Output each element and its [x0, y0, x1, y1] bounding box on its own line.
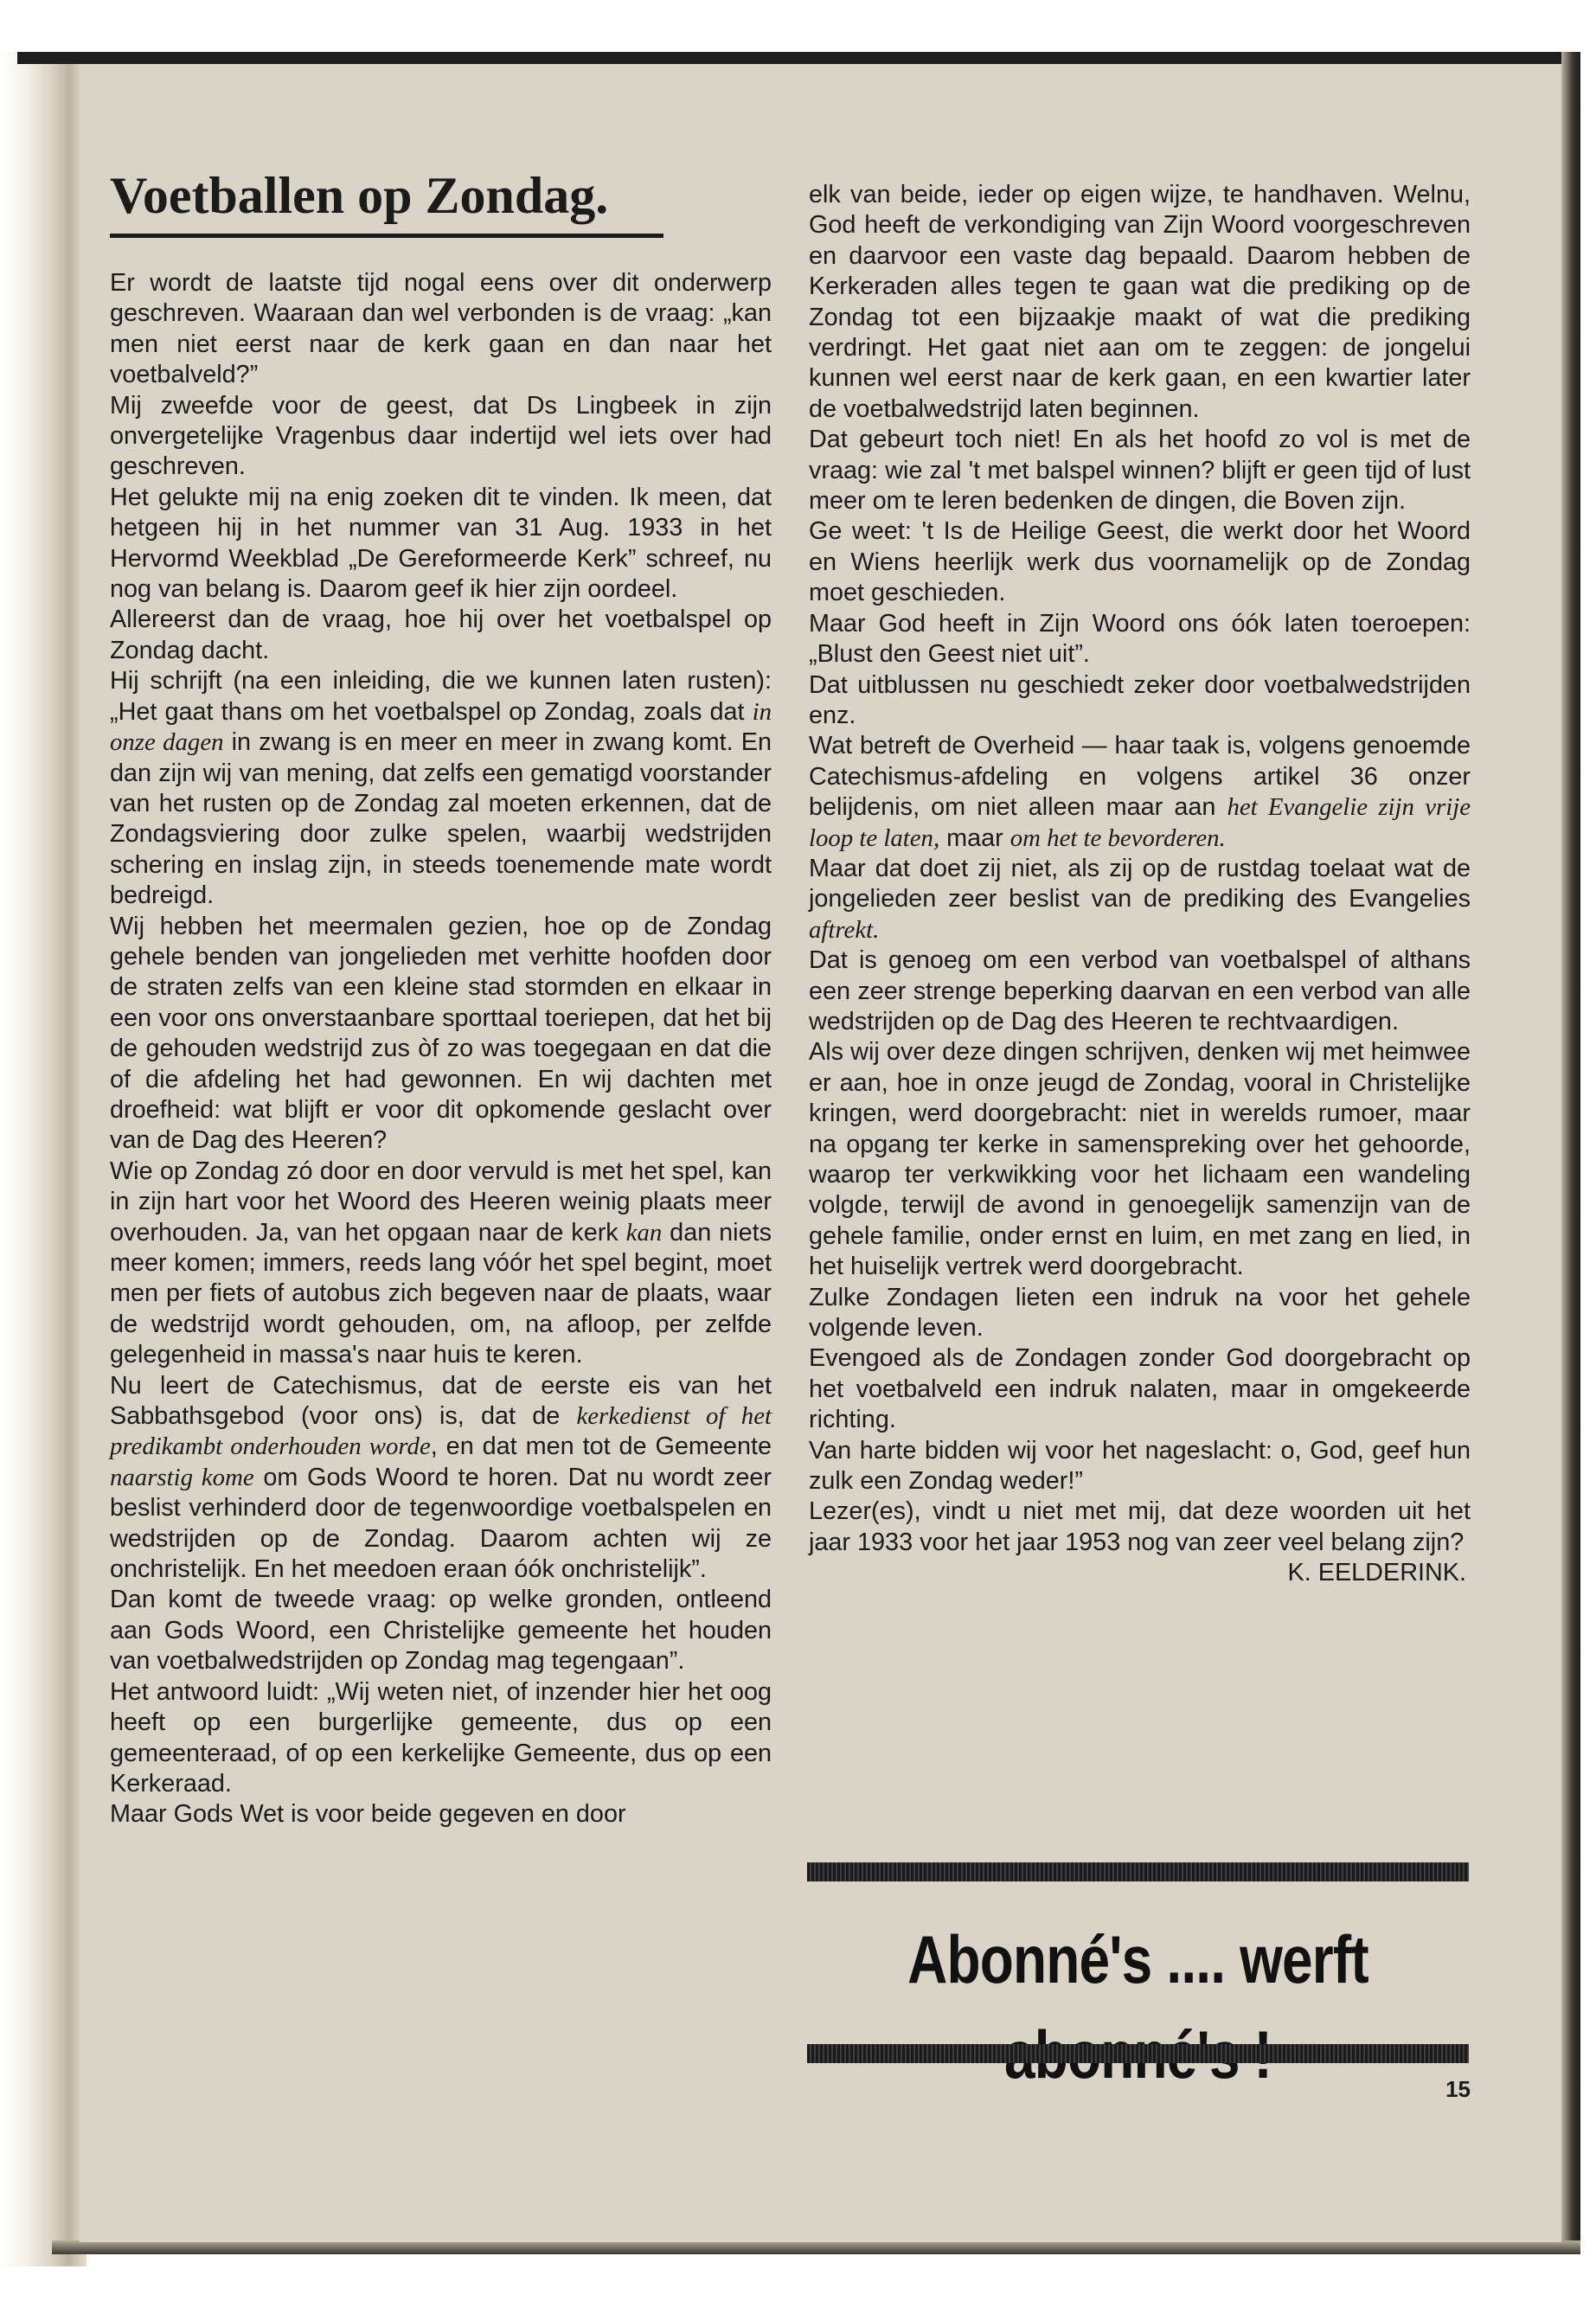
text-run: Wat betreft de Overheid — haar taak is, volgens genoemde Catechismus-afdeling en volgens artikel 36 onzer belijdenis, om niet alleen maar aan	[809, 732, 1471, 822]
paragraph: Maar God heeft in Zijn Woord ons óók laten toeroepen: „Blust den Geest niet uit”.	[809, 609, 1471, 669]
title-underline	[110, 234, 663, 238]
paragraph: Allereerst dan de vraag, hoe hij over het voetbalspel op Zondag dacht.	[110, 606, 772, 664]
text-run: in zwang is en meer en meer in zwang komt. En dan zijn wij van mening, dat zelfs een gematigd voorstander van het rusten op de Zondag zal moeten erkennen, dat de Zondagsviering door zulke spelen, waarbij wedstrijden schering en inslag zijn, in steeds toenemende mate wordt bedreigd.	[110, 728, 772, 910]
paragraph: Dat uitblussen nu geschiedt zeker door voetbalwedstrijden enz.	[809, 670, 1471, 729]
author-signature: K. EELDERINK.	[1287, 1559, 1466, 1587]
right-column	[809, 180, 1471, 1589]
paragraph: Er wordt de laatste tijd nogal eens over dit onderwerp geschreven. Waaraan dan wel verbonden is de vraag: „kan men niet eerst naar de kerk gaan en dan naar het voetbalveld?”	[110, 269, 772, 389]
paragraph: Als wij over deze dingen schrijven, denken wij met heimwee er aan, hoe in onze jeugd de Zondag, vooral in Christelijke kringen, werd doorgebracht: niet in werelds rumoer, maar na opgang ter kerke in samenspreking over het gehoorde, waarop ter verkwikking voor het lichaam een wandeling volgde, terwijl de avond in genoegelijk samenzijn van de gehele familie, onder ernst en luim, en met zang en lied, in het huiselijk vertrek werd doorgebracht.	[809, 1038, 1471, 1281]
subscription-slogan: Abonné's .... werft	[907, 1921, 1368, 1997]
left-column	[110, 268, 772, 1830]
paragraph	[110, 666, 772, 911]
paragraph: elk van beide, ieder op eigen wijze, te handhaven. Welnu, God heeft de verkondiging van Zijn Woord voorgeschreven en daarvoor een vaste dag bepaald. Daarom hebben de Kerkeraden alles tegen te gaan wat die prediking op de Zondag tot een bijzaakje maakt of wat die prediking verdringt. Het gaat niet aan om te zeggen: de jongelui kunnen wel eerst naar de kerk gaan, en een kwartier later de voetbalwedstrijd laten beginnen.	[809, 181, 1471, 423]
paragraph: Maar Gods Wet is voor beide gegeven en door	[110, 1800, 626, 1829]
text-run: maar	[939, 824, 1010, 852]
paragraph: Lezer(es), vindt u niet met mij, dat deze woorden uit het jaar 1933 voor het jaar 1953 nog van zeer veel belang zijn?	[809, 1497, 1471, 1556]
paragraph: Dat is genoeg om een verbod van voetbalspel of althans een zeer strenge beperking daarvan en een verbod van alle wedstrijden op de Dag des Heeren te rechtvaardigen.	[809, 946, 1471, 1035]
paragraph: Van harte bidden wij voor het nageslacht: o, God, geef hun zulk een Zondag weder!”	[809, 1436, 1471, 1496]
paragraph: Mij zweefde voor de geest, dat Ds Lingbeek in zijn onvergetelijke Vragenbus daar indertijd wel iets over had geschreven.	[110, 391, 772, 481]
right-edge-band	[1561, 52, 1580, 2253]
top-edge-band	[17, 52, 1579, 64]
paragraph: Dan komt de tweede vraag: op welke gronden, ontleend aan Gods Woord, een Christelijke gemeente het houden van voetbalwedstrijden op Zondag mag tegengaan”.	[110, 1586, 772, 1676]
italic-text: kerkedienst of het predikambt onderhouden worde	[110, 1402, 772, 1461]
italic-text: naarstig kome	[110, 1463, 254, 1491]
italic-text: het Evangelie zijn vrije loop te laten,	[809, 793, 1471, 852]
paragraph	[110, 1371, 772, 1586]
bottom-edge-band	[52, 2240, 1580, 2254]
paragraph: Dat gebeurt toch niet! En als het hoofd zo vol is met de vraag: wie zal 't met balspel winnen? blijft er geen tijd of lust meer om te leren bedenken de dingen, die Boven zijn.	[809, 426, 1471, 516]
paragraph: Ge weet: 't Is de Heilige Geest, die werkt door het Woord en Wiens heerlijk werk dus voornamelijk op de Zondag moet geschieden.	[809, 517, 1471, 607]
italic-text: om het te bevorderen.	[1010, 824, 1226, 852]
text-run: Hij schrijft (na een inleiding, die we kunnen laten rusten): „Het gaat thans om het voetbalspel op Zondag, zoals dat	[110, 667, 772, 726]
paragraph	[110, 1157, 772, 1371]
paragraph: Zulke Zondagen lieten een indruk na voor het gehele volgende leven.	[809, 1283, 1471, 1343]
paragraph: Wij hebben het meermalen gezien, hoe op de Zondag gehele benden van jongelieden met verhitte hoofden door de straten zelfs van een kleine stad stormden en elkaar in een voor ons onverstaanbare sporttaal toeriepen, dat het bij de gehouden wedstrijd zus òf zo was toegegaan en dat die of die afdeling het had gewonnen. En wij dachten met droefheid: wat blijft er voor dit opkomende geslacht over van de Dag des Heeren?	[110, 912, 772, 1155]
slogan-bottom-rule	[807, 2044, 1469, 2063]
italic-text: in onze dagen	[110, 697, 772, 757]
text-run: Nu leert de Catechismus, dat de eerste eis van het Sabbathsgebod (voor ons) is, dat de	[110, 1371, 772, 1431]
paragraph	[809, 731, 1471, 854]
article-title: Voetballen op Zondag.	[110, 167, 609, 224]
paragraph: Het antwoord luidt: „Wij weten niet, of inzender hier het oog heeft op een burgerlijke gemeente, dus op een gemeenteraad, of op een kerkelijke Gemeente, dus op een Kerkeraad.	[110, 1677, 772, 1798]
text-run: dan niets meer komen; immers, reeds lang vóór het spel begint, moet men per fiets of autobus zich begeven naar de plaats, waar de wedstrijd wordt gehouden, om, na afloop, per zelfde gelegenheid in massa's naar huis te keren.	[110, 1218, 772, 1369]
paragraph: Het gelukte mij na enig zoeken dit te vinden. Ik meen, dat hetgeen hij in het nummer van 31 Aug. 1933 in het Hervormd Weekblad „De Gereformeerde Kerk” schreef, nu nog van belang is. Daarom geef ik hier zijn oordeel.	[110, 483, 772, 604]
text-run: Wie op Zondag zó door en door vervuld is met het spel, kan in zijn hart voor het Woord des Heeren weinig plaats meer overhouden. Ja, van het opgaan naar de kerk	[110, 1157, 772, 1247]
book-spine	[0, 52, 87, 2266]
text-run: om Gods Woord te horen. Dat nu wordt zeer beslist verhinderd door de tegenwoordige voetbalspelen en wedstrijden op de Zondag. Daarom achten wij ze onchristelijk. En het meedoen eraan óók onchristelijk”.	[110, 1463, 772, 1584]
text-run: Maar dat doet zij niet, als zij op de rustdag toelaat wat de jongelieden zeer beslist van de prediking des Evangelies	[809, 854, 1471, 913]
paragraph	[809, 854, 1471, 945]
slogan-top-rule	[807, 1862, 1469, 1881]
page-number: 15	[1445, 2076, 1471, 2102]
text-run: , en dat men tot de Gemeente	[430, 1433, 772, 1461]
italic-text: kan	[625, 1218, 663, 1247]
paragraph: Evengoed als de Zondagen zonder God doorgebracht op het voetbalveld een indruk nalaten, maar in omgekeerde richting.	[809, 1344, 1471, 1434]
italic-text: aftrekt.	[809, 915, 880, 944]
